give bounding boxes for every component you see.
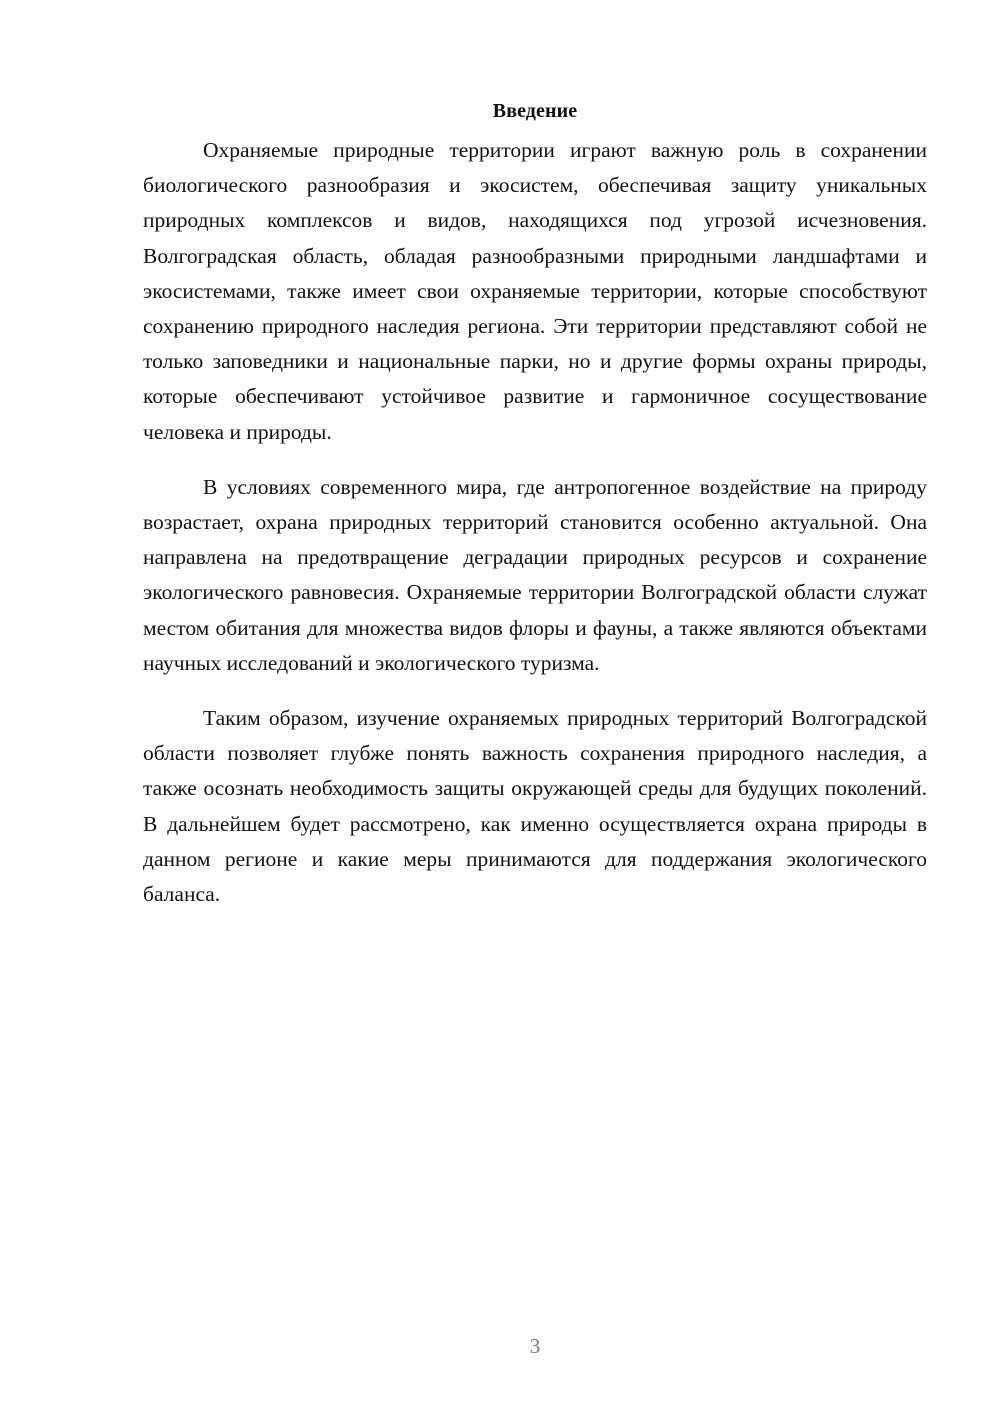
page-content — [143, 94, 927, 932]
page-number: 3 — [529, 1334, 541, 1358]
paragraph-2: В условиях современного мира, где антропогенное воздействие на природу возрастает, охрана природных территорий становится особенно актуальной. Она направлена на предотвращение деградации природных ресурсов и сохранение экологического равновесия. Охраняемые территории Волгоградской области служат местом обитания для множества видов флоры и фауны, а также являются объектами научных исследований и экологического туризма. — [143, 474, 927, 675]
section-title: Введение — [492, 100, 578, 122]
paragraph-3: Таким образом, изучение охраняемых природных территорий Волгоградской области позволяет глубже понять важность сохранения природного наследия, а также осознать необходимость защиты окружающей среды для будущих поколений. В дальнейшем будет рассмотрено, как именно осуществляется охрана природы в данном регионе и какие меры принимаются для поддержания экологического баланса. — [143, 706, 927, 907]
paragraph-1: Охраняемые природные территории играют важную роль в сохранении биологического разнообразия и экосистем, обеспечивая защиту уникальных природных комплексов и видов, находящихся под угрозой исчезновения. Волгоградская область, обладая разнообразными природными ландшафтами и экосистемами, также имеет свои охраняемые территории, которые способствуют сохранению природного наследия региона. Эти территории представляют собой не только заповедники и национальные парки, но и другие формы охраны природы, которые обеспечивают устойчивое развитие и гармоничное сосуществование человека и природы. — [143, 138, 927, 444]
